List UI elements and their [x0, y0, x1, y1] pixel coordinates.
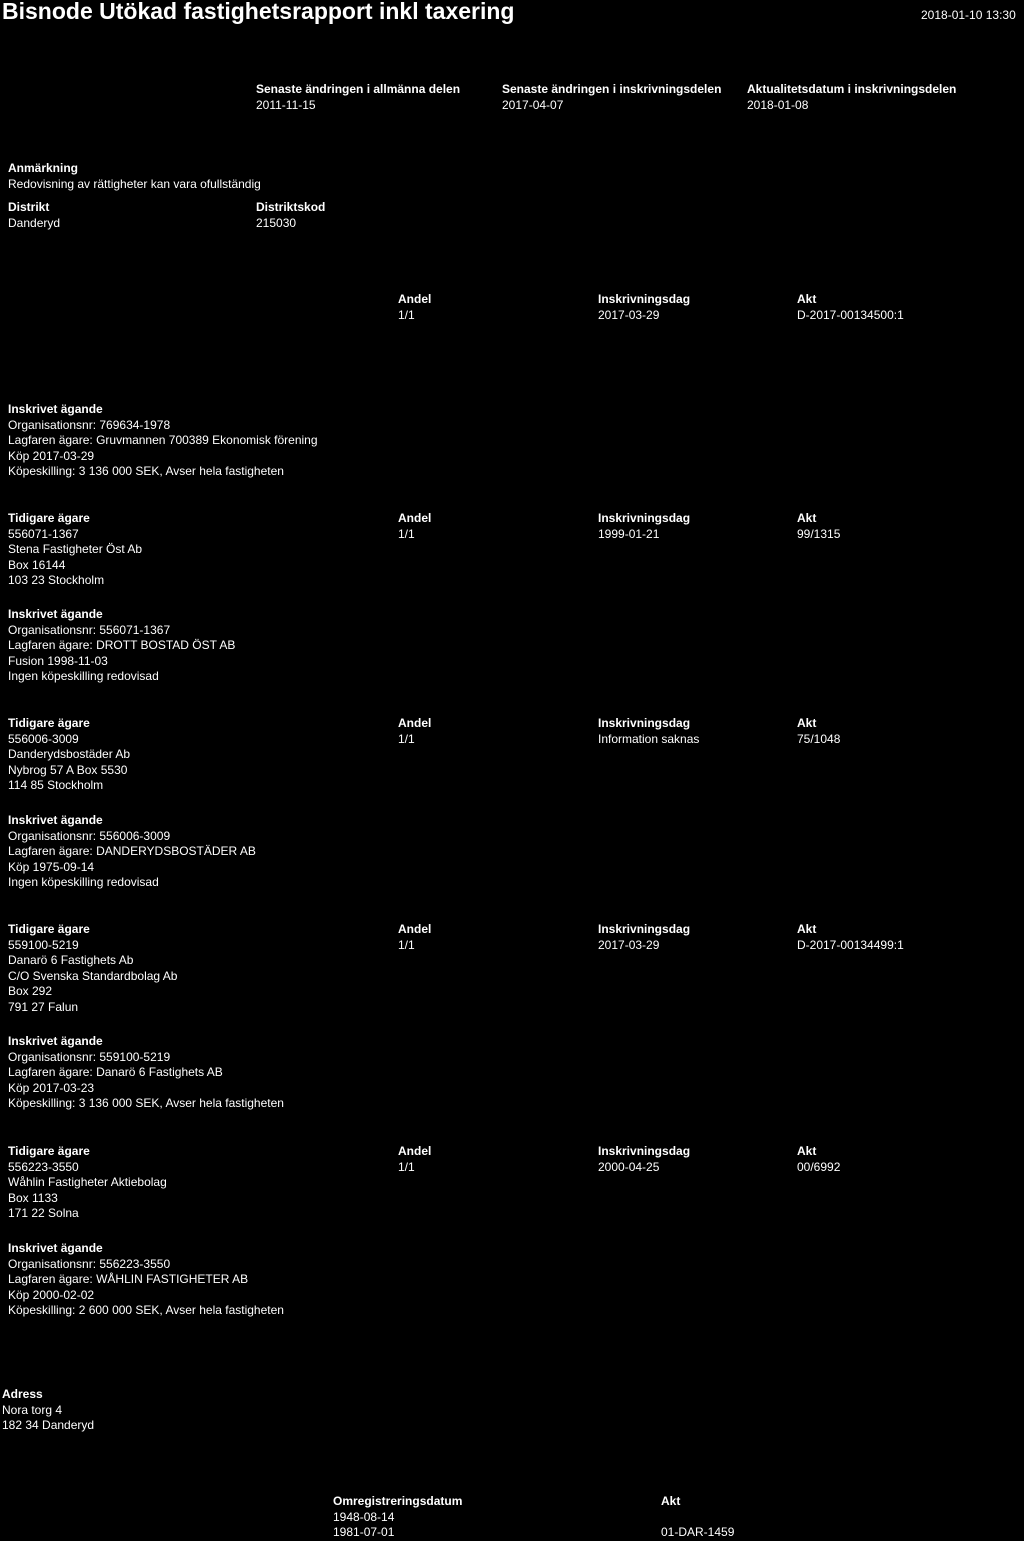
current-inskrivet-agande: [8, 402, 318, 480]
inskrivningsdag-label: Inskrivningsdag: [598, 292, 691, 306]
inskrivningsdag-label: Inskrivningsdag: [598, 922, 691, 936]
inskrivet-line: Ingen köpeskilling redovisad: [8, 669, 159, 683]
inskrivet-line: Organisationsnr: 559100-5219: [8, 1049, 171, 1064]
akt-label: Akt: [797, 1144, 817, 1158]
previous-owner-line: Box 1133: [8, 1190, 58, 1205]
andel-value: 1/1: [398, 937, 415, 952]
akt-value: D-2017-00134499:1: [797, 937, 904, 952]
inskrivningsdag-value: 2017-03-29: [598, 307, 660, 322]
previous-owner-line: Box 16144: [8, 557, 66, 572]
update-registration-value: 2017-04-07: [502, 97, 564, 112]
inskrivet-line: Fusion 1998-11-03: [8, 653, 108, 668]
andel-value: 1/1: [398, 526, 415, 541]
previous-owner-line: 171 22 Solna: [8, 1206, 79, 1220]
previous-owner-line: 556223-3550: [8, 1159, 79, 1174]
inskrivet-agande-label: Inskrivet ägande: [8, 1034, 103, 1048]
previous-owner-line: Box 292: [8, 984, 53, 998]
inskrivet-line: Köp 2017-03-29: [8, 448, 95, 463]
previous-owner-1-andel: [398, 511, 431, 542]
inskrivet-agande-label: Inskrivet ägande: [8, 1241, 103, 1255]
previous-owner-line: Danderydsbostäder Ab: [8, 747, 131, 761]
inskrivningsdag-value: 1999-01-21: [598, 526, 660, 541]
previous-owner-2-inskrivningsdag: [598, 716, 699, 747]
current-inskrivningsdag: [598, 292, 690, 323]
inskrivet-line: Köpeskilling: 3 136 000 SEK, Avser hela fastigheten: [8, 464, 284, 478]
inskrivet-agande-label: Inskrivet ägande: [8, 607, 103, 621]
update-registration: [502, 82, 721, 113]
inskrivningsdag-value: 2017-03-29: [598, 937, 660, 952]
district-label: Distrikt: [8, 200, 50, 214]
district-code-value: 215030: [256, 215, 297, 230]
registration-akt: [661, 1494, 734, 1541]
andel-value: 1/1: [398, 307, 415, 322]
previous-owner-3: [8, 922, 177, 1015]
update-general: [256, 82, 460, 113]
inskrivet-line: Ingen köpeskilling redovisad: [8, 875, 159, 889]
previous-owner-line: 791 27 Falun: [8, 999, 79, 1014]
inskrivet-line: Organisationsnr: 769634-1978: [8, 417, 171, 432]
inskrivet-line: Lagfaren ägare: DROTT BOSTAD ÖST AB: [8, 638, 236, 652]
akt-label: Akt: [797, 716, 817, 730]
inskrivet-line: Köp 2000-02-02: [8, 1287, 95, 1302]
address-line: 182 34 Danderyd: [2, 1418, 95, 1432]
inskrivet-line: Köpeskilling: 2 600 000 SEK, Avser hela fastigheten: [8, 1303, 284, 1317]
previous-owner-line: Danarö 6 Fastighets Ab: [8, 953, 134, 967]
remark-value: Redovisning av rättigheter kan vara ofullständig: [8, 176, 261, 191]
andel-value: 1/1: [398, 731, 415, 746]
previous-owner-line: Stena Fastigheter Öst Ab: [8, 542, 143, 556]
inskrivet-line: Lagfaren ägare: Gruvmannen 700389 Ekonomisk förening: [8, 433, 318, 447]
current-akt: [797, 292, 904, 323]
inskrivet-line: Lagfaren ägare: Danarö 6 Fastighets AB: [8, 1065, 223, 1079]
remark-label: Anmärkning: [8, 161, 79, 175]
andel-label: Andel: [398, 716, 432, 730]
inskrivet-line: Köp 1975-09-14: [8, 859, 95, 874]
previous-owner-3-andel: [398, 922, 431, 953]
report-timestamp: 2018-01-10 13:30: [921, 8, 1016, 22]
inskrivet-line: Lagfaren ägare: WÅHLIN FASTIGHETER AB: [8, 1272, 249, 1286]
previous-owner-4-andel: [398, 1144, 431, 1175]
akt-value: 00/6992: [797, 1159, 841, 1174]
previous-owner-3-inskrivet: [8, 1034, 284, 1112]
andel-label: Andel: [398, 1144, 432, 1158]
current-andel: [398, 292, 431, 323]
inskrivet-line: Organisationsnr: 556071-1367: [8, 622, 171, 637]
previous-owner-line: 103 23 Stockholm: [8, 573, 105, 587]
previous-owner-2: [8, 716, 130, 794]
address-label: Adress: [2, 1387, 43, 1401]
address-line: Nora torg 4: [2, 1402, 63, 1417]
akt-value: 75/1048: [797, 731, 841, 746]
inskrivningsdag-value: Information saknas: [598, 731, 700, 746]
previous-owner-label: Tidigare ägare: [8, 511, 90, 525]
update-actuality: [747, 82, 956, 113]
update-registration-label: Senaste ändringen i inskrivningsdelen: [502, 82, 722, 96]
inskrivningsdag-label: Inskrivningsdag: [598, 511, 691, 525]
previous-owner-2-andel: [398, 716, 431, 747]
akt-label: Akt: [661, 1494, 681, 1508]
previous-owner-line: C/O Svenska Standardbolag Ab: [8, 968, 178, 983]
update-actuality-label: Aktualitetsdatum i inskrivningsdelen: [747, 82, 957, 96]
update-actuality-value: 2018-01-08: [747, 97, 809, 112]
previous-owner-2-inskrivet: [8, 813, 256, 891]
address: [2, 1387, 94, 1434]
remark: [8, 161, 261, 192]
previous-owner-label: Tidigare ägare: [8, 716, 90, 730]
previous-owner-line: 556071-1367: [8, 526, 79, 541]
district-value: Danderyd: [8, 215, 61, 230]
report-title: Bisnode Utökad fastighetsrapport inkl taxering: [2, 0, 515, 24]
andel-label: Andel: [398, 922, 432, 936]
andel-label: Andel: [398, 292, 432, 306]
previous-owner-line: Nybrog 57 A Box 5530: [8, 762, 128, 777]
inskrivet-line: Köpeskilling: 3 136 000 SEK, Avser hela fastigheten: [8, 1096, 284, 1110]
inskrivet-agande-label: Inskrivet ägande: [8, 813, 103, 827]
registration-date: 1948-08-14: [333, 1509, 395, 1524]
inskrivet-line: Organisationsnr: 556223-3550: [8, 1256, 171, 1271]
previous-owner-1-akt: [797, 511, 840, 542]
inskrivningsdag-label: Inskrivningsdag: [598, 1144, 691, 1158]
akt-value: 99/1315: [797, 526, 841, 541]
andel-label: Andel: [398, 511, 432, 525]
inskrivet-line: Organisationsnr: 556006-3009: [8, 828, 171, 843]
registration-date: 1981-07-01: [333, 1525, 395, 1539]
inskrivningsdag-label: Inskrivningsdag: [598, 716, 691, 730]
previous-owner-line: 559100-5219: [8, 937, 79, 952]
previous-owner-1: [8, 511, 142, 589]
previous-owner-1-inskrivet: [8, 607, 235, 685]
update-general-label: Senaste ändringen i allmänna delen: [256, 82, 461, 96]
previous-owner-3-akt: [797, 922, 904, 953]
akt-label: Akt: [797, 511, 817, 525]
previous-owner-1-inskrivningsdag: [598, 511, 690, 542]
previous-owner-label: Tidigare ägare: [8, 1144, 90, 1158]
previous-owner-line: 114 85 Stockholm: [8, 778, 104, 792]
registration: [333, 1494, 462, 1541]
previous-owner-line: 556006-3009: [8, 731, 79, 746]
district: [8, 200, 60, 231]
akt-label: Akt: [797, 922, 817, 936]
previous-owner-4-inskrivningsdag: [598, 1144, 690, 1175]
akt-value: D-2017-00134500:1: [797, 307, 904, 322]
previous-owner-line: Wåhlin Fastigheter Aktiebolag: [8, 1175, 167, 1189]
akt-label: Akt: [797, 292, 817, 306]
previous-owner-label: Tidigare ägare: [8, 922, 90, 936]
inskrivningsdag-value: 2000-04-25: [598, 1159, 660, 1174]
update-general-value: 2011-11-15: [256, 97, 316, 112]
previous-owner-4-akt: [797, 1144, 840, 1175]
district-code-label: Distriktskod: [256, 200, 326, 214]
previous-owner-2-akt: [797, 716, 840, 747]
previous-owner-3-inskrivningsdag: [598, 922, 690, 953]
previous-owner-4: [8, 1144, 167, 1222]
previous-owner-4-inskrivet: [8, 1241, 284, 1319]
akt-value: 01-DAR-1459: [661, 1525, 735, 1539]
registration-label: Omregistreringsdatum: [333, 1494, 463, 1508]
inskrivet-line: Köp 2017-03-23: [8, 1080, 95, 1095]
inskrivet-line: Lagfaren ägare: DANDERYDSBOSTÄDER AB: [8, 844, 256, 858]
inskrivet-agande-label: Inskrivet ägande: [8, 402, 103, 416]
district-code: [256, 200, 325, 231]
andel-value: 1/1: [398, 1159, 415, 1174]
